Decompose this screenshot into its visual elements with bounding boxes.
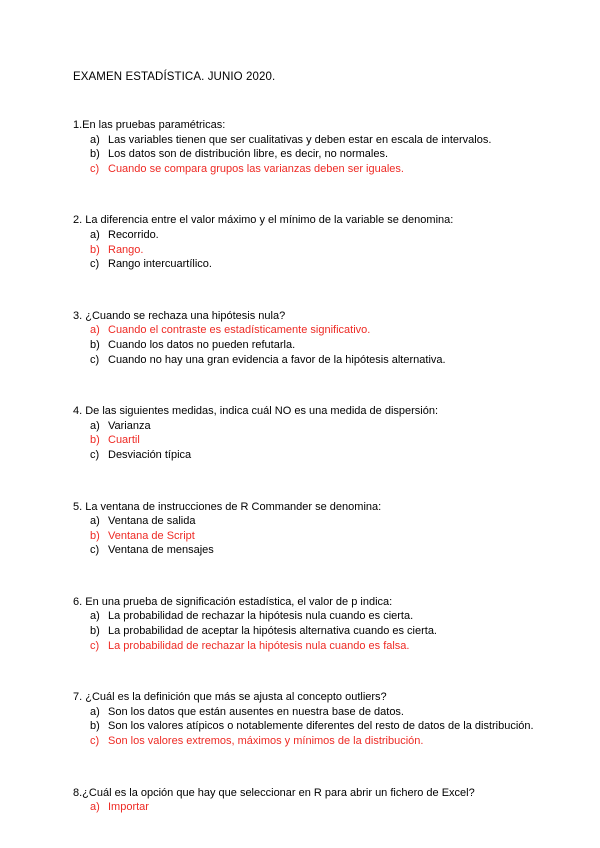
- option-text: Los datos son de distribución libre, es decir, no normales.: [108, 148, 389, 161]
- option: [73, 448, 560, 463]
- question-3: [73, 309, 560, 367]
- option: [73, 257, 560, 272]
- question-text: 2. La diferencia entre el valor máximo y el mínimo de la variable se denomina:: [73, 214, 454, 227]
- option-letter: a): [90, 324, 100, 337]
- option-text: Cuando los datos no pueden refutarla.: [108, 338, 296, 351]
- option-text: La probabilidad de rechazar la hipótesis nula cuando es cierta.: [108, 610, 414, 623]
- question-1: [73, 118, 560, 176]
- option-correct: [73, 433, 560, 448]
- option: [73, 147, 560, 162]
- option-correct: [73, 162, 560, 177]
- option: [73, 419, 560, 434]
- option-text: Son los datos que están ausentes en nuestra base de datos.: [108, 705, 404, 718]
- option-text: Ventana de salida: [108, 515, 196, 528]
- question-5: [73, 500, 560, 558]
- option-letter: c): [90, 639, 100, 652]
- option-letter: c): [90, 544, 100, 557]
- option: [73, 133, 560, 148]
- option-letter: a): [90, 133, 100, 146]
- option-text: Cuartil: [108, 434, 140, 447]
- option-correct: [73, 243, 560, 258]
- option: [73, 228, 560, 243]
- question-6: [73, 595, 560, 653]
- option: [73, 338, 560, 353]
- option-text: Son los valores extremos, máximos y mínimos de la distribución.: [108, 735, 424, 748]
- option-text: Rango intercuartílico.: [108, 258, 212, 271]
- option-list: [73, 419, 560, 463]
- option-text: Cuando no hay una gran evidencia a favor de la hipótesis alternativa.: [108, 353, 446, 366]
- option-list: [73, 800, 560, 815]
- question-text: 8.¿Cuál es la opción que hay que seleccionar en R para abrir un fichero de Excel?: [73, 786, 475, 799]
- option-list: [73, 514, 560, 558]
- option-text: Ventana de mensajes: [108, 544, 214, 557]
- option-letter: b): [90, 338, 100, 351]
- exam-title: EXAMEN ESTADÍSTICA. JUNIO 2020.: [73, 71, 276, 83]
- option-list: [73, 609, 560, 653]
- option-letter: b): [90, 148, 100, 161]
- option: [73, 705, 560, 720]
- option-letter: c): [90, 162, 100, 175]
- option-letter: a): [90, 419, 100, 432]
- option: [73, 514, 560, 529]
- option-correct: [73, 734, 560, 749]
- option-text: Cuando el contraste es estadísticamente significativo.: [108, 324, 371, 337]
- option-text: La probabilidad de rechazar la hipótesis nula cuando es falsa.: [108, 639, 410, 652]
- question-text: 1.En las pruebas paramétricas:: [73, 119, 226, 131]
- option-letter: b): [90, 625, 100, 638]
- option-letter: b): [90, 243, 100, 256]
- option-letter: c): [90, 735, 100, 748]
- option-letter: a): [90, 515, 100, 528]
- option-list: [73, 228, 560, 272]
- option-text: Son los valores atípicos o notablemente diferentes del resto de datos de la distribución.: [108, 720, 534, 733]
- option-list: [73, 705, 560, 749]
- option-letter: b): [90, 529, 100, 542]
- question-text: 5. La ventana de instrucciones de R Commander se denomina:: [73, 500, 382, 513]
- option-list: [73, 323, 560, 367]
- option-text: La probabilidad de aceptar la hipótesis alternativa cuando es cierta.: [108, 625, 437, 638]
- option: [73, 624, 560, 639]
- option-letter: a): [90, 228, 100, 241]
- option-correct: [73, 323, 560, 338]
- option-letter: a): [90, 610, 100, 623]
- option-correct: [73, 639, 560, 654]
- option: [73, 719, 560, 734]
- option-list: [73, 133, 560, 177]
- option-letter: a): [90, 705, 100, 718]
- option-text: Recorrido.: [108, 228, 159, 241]
- option-text: Cuando se compara grupos las varianzas deben ser iguales.: [108, 162, 404, 175]
- question-2: [73, 213, 560, 271]
- option-text: Ventana de Script: [108, 529, 195, 542]
- question-list: [73, 118, 560, 815]
- question-7: [73, 690, 560, 748]
- option-correct: [73, 800, 560, 815]
- question-text: 4. De las siguientes medidas, indica cuál NO es una medida de dispersión:: [73, 405, 439, 418]
- option-letter: b): [90, 434, 100, 447]
- question-text: 7. ¿Cuál es la definición que más se ajusta al concepto outliers?: [73, 691, 387, 704]
- question-4: [73, 404, 560, 462]
- question-text: 3. ¿Cuando se rechaza una hipótesis nula?: [73, 309, 286, 322]
- option-text: Varianza: [108, 419, 151, 432]
- question-8: [73, 786, 560, 815]
- option-text: Importar: [108, 801, 149, 814]
- option-text: Desviación típica: [108, 448, 192, 461]
- option-correct: [73, 529, 560, 544]
- option-text: Rango.: [108, 243, 144, 256]
- option-letter: c): [90, 448, 100, 461]
- option: [73, 543, 560, 558]
- option-letter: c): [90, 353, 100, 366]
- option-letter: c): [90, 258, 100, 271]
- option-text: Las variables tienen que ser cualitativas y deben estar en escala de intervalos.: [108, 133, 492, 146]
- question-text: 6. En una prueba de significación estadística, el valor de p indica:: [73, 595, 393, 608]
- option-letter: a): [90, 801, 100, 814]
- option: [73, 353, 560, 368]
- option: [73, 609, 560, 624]
- option-letter: b): [90, 720, 100, 733]
